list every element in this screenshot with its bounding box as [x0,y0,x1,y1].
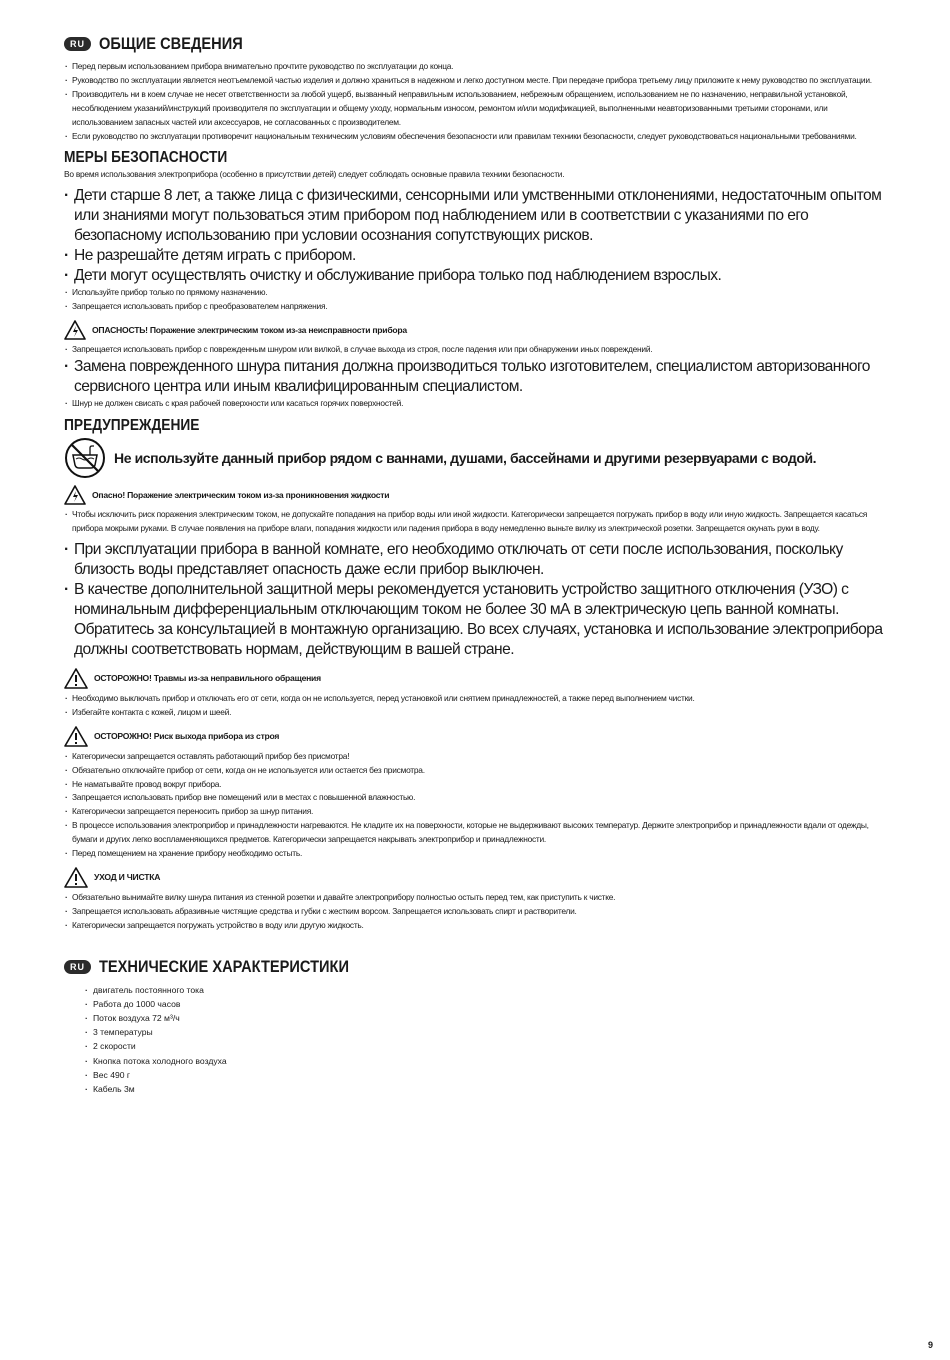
list-item: · двигатель постоянного тока [84,983,884,997]
caution-damage-title: ОСТОРОЖНО! Риск выхода прибора из строя [94,731,280,742]
danger-electric-title: ОПАСНОСТЬ! Поражение электрическим током из-за неисправности прибора [92,325,407,336]
specs-list [84,983,884,1097]
list-item: · Дети могут осуществлять очистку и обслуживание прибора только под наблюдением взрослых. [64,266,884,286]
safety-small-list [64,286,884,314]
list-item: · Поток воздуха 72 м³/ч [84,1011,884,1025]
list-item: · Вес 490 г [84,1068,884,1082]
care-title: УХОД И ЧИСТКА [94,872,161,883]
list-item: · Обязательно отключайте прибор от сети, когда он не используется или остается без присмотра. [64,764,884,778]
caution-damage-header [64,726,884,747]
language-badge: RU [64,37,91,51]
list-item: · Запрещается использовать прибор с поврежденным шнуром или вилкой, в случае выхода из строя, после падения или при обнаружении иных повреждений. [64,343,884,357]
general-list [64,60,884,143]
list-item: · Обязательно вынимайте вилку шнура питания из стенной розетки и давайте электроприбору полностью остыть перед тем, как приступить к чистке. [64,891,884,905]
list-item: · Дети старше 8 лет, а также лица с физическими, сенсорными или умственными отклонениями, недостаточным опытом или знаниями могут пользоваться этим прибором под наблюдением или в соответствии с указаниями по его безопасному использованию при условии осознания сопутствующих рисков. [64,186,884,246]
list-item: · Перед помещением на хранение прибору необходимо остыть. [64,847,884,861]
danger-liquid-header [64,485,884,505]
warning-triangle-icon [64,668,88,689]
caution-injury-list [64,692,884,720]
language-badge: RU [64,960,91,974]
list-item: · Руководство по эксплуатации является неотъемлемой частью изделия и должно храниться в надежном и легко доступном месте. При передаче прибора третьему лицу приложите к нему руководство по эксплуатации. [64,74,884,88]
danger-electric-list-2 [64,397,884,411]
warning-triangle-icon [64,726,88,747]
list-item: · Используйте прибор только по прямому назначению. [64,286,884,300]
caution-injury-header [64,668,884,689]
list-item: · Категорически запрещается оставлять работающий прибор без присмотра! [64,750,884,764]
warning-triangle-icon [64,485,86,505]
specs-header [64,957,884,977]
manual-page [64,34,884,1096]
safety-intro: Во время использования электроприбора (особенно в присутствии детей) следует соблюдать основные правила техники безопасности. [64,169,565,180]
section-title-safety: МЕРЫ БЕЗОПАСНОСТИ [64,149,228,167]
care-header [64,867,884,888]
list-item: · Избегайте контакта с кожей, лицом и шеей. [64,706,884,720]
warning-triangle-icon [64,320,86,340]
list-item: · Кнопка потока холодного воздуха [84,1054,884,1068]
caution-damage-list [64,750,884,861]
list-item: · Замена поврежденного шнура питания должна производиться только изготовителем, специалистом авторизованного сервисного центра или иным квалифицированным специалистом. [64,357,884,397]
list-item: · Перед первым использованием прибора внимательно прочтите руководство по эксплуатации до конца. [64,60,884,74]
section-title-specs: ТЕХНИЧЕСКИЕ ХАРАКТЕРИСТИКИ [99,956,349,976]
danger-liquid-big-list [64,540,884,660]
water-notice-text: Не используйте данный прибор рядом с ваннами, душами, бассейнами и другими резервуарами с водой. [114,450,817,467]
water-notice [64,437,884,479]
danger-liquid-list [64,508,884,536]
list-item: · Запрещается использовать абразивные чистящие средства и губки с жестким ворсом. Запрещается использовать спирт и растворители. [64,905,884,919]
danger-electric-big-list [64,357,884,397]
warning-triangle-icon [64,867,88,888]
section-title-general: ОБЩИЕ СВЕДЕНИЯ [99,34,243,53]
list-item: · Производитель ни в коем случае не несет ответственности за любой ущерб, вызванный неправильным использованием, небрежным обращением, использованием не по назначению, неправильной установкой, несоблюдением указаний/инструкций производителя по эксплуатации и общему уходу, нормальным износом, ремонтом и/или модификацией, выполненными неавторизованными третьими сторонами, или использованием запасных частей или аксессуаров, не согласованных с производителем. [64,88,884,130]
care-list [64,891,884,933]
list-item: · В процессе использования электроприбор и принадлежности нагреваются. Не кладите их на поверхности, которые не выдерживают высоких температур. Держите электроприбор и принадлежности вдали от одежды, бумаги и других легко воспламеняющихся предметов. Категорически запрещается накрывать электроприбор и принадлежности. [64,819,884,847]
no-water-icon [64,437,106,479]
list-item: · В качестве дополнительной защитной меры рекомендуется установить устройство защитного отключения (УЗО) с номинальным дифференциальным отключающим током не более 30 мА в электрическую цепь ванной комнаты. Обратитесь за консультацией в монтажную организацию. Во всех случаях, установка и использование электроприбора должны соответствовать нормам, действующим в вашей стране. [64,580,884,660]
list-item: · Не разрешайте детям играть с прибором. [64,246,884,266]
list-item: · Категорически запрещается погружать устройство в воду или другую жидкость. [64,919,884,933]
safety-big-list [64,186,884,286]
page-number: 9 [927,1340,933,1350]
list-item: · Запрещается использовать прибор с преобразователем напряжения. [64,300,884,314]
list-item: · Кабель 3м [84,1082,884,1096]
list-item: · Чтобы исключить риск поражения электрическим током, не допускайте попадания на прибор воды или иной жидкости. Категорически запрещается погружать прибор в воду или иную жидкость. Запрещается касаться прибора мокрыми руками. В случае появления на приборе влаги, попадания жидкости или падения прибора в воду немедленно выньте вилку из электрической розетки. Запрещается окунать руки в воду. [64,508,884,536]
list-item: · 2 скорости [84,1039,884,1053]
section-title-warning: ПРЕДУПРЕЖДЕНИЕ [64,417,200,435]
list-item: · 3 температуры [84,1025,884,1039]
list-item: · Необходимо выключать прибор и отключать его от сети, когда он не используется, перед установкой или снятием принадлежностей, а также перед выполнением чистки. [64,692,884,706]
list-item: · Работа до 1000 часов [84,997,884,1011]
list-item: · Если руководство по эксплуатации противоречит национальным техническим условиям обеспечения безопасности или правилам техники безопасности, следует руководствоваться национальными требованиями. [64,130,884,144]
list-item: · Категорически запрещается переносить прибор за шнур питания. [64,805,884,819]
danger-liquid-title: Опасно! Поражение электрическим током из-за проникновения жидкости [92,490,390,501]
list-item: · Запрещается использовать прибор вне помещений или в местах с повышенной влажностью. [64,791,884,805]
danger-electric-header [64,320,884,340]
danger-electric-list [64,343,884,357]
list-item: · Шнур не должен свисать с края рабочей поверхности или касаться горячих поверхностей. [64,397,884,411]
list-item: · При эксплуатации прибора в ванной комнате, его необходимо отключать от сети после использования, поскольку близость воды представляет опасность даже если прибор выключен. [64,540,884,580]
caution-injury-title: ОСТОРОЖНО! Травмы из-за неправильного обращения [94,673,321,684]
list-item: · Не наматывайте провод вокруг прибора. [64,778,884,792]
general-header [64,34,884,54]
